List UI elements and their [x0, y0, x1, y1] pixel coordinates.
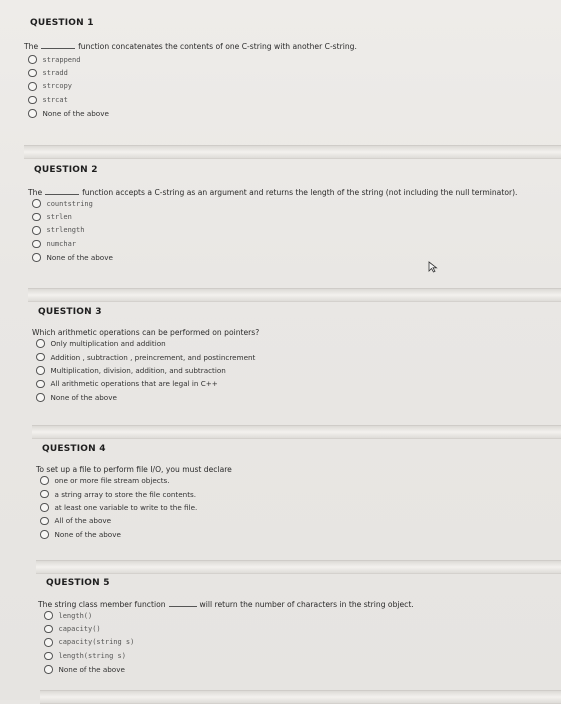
question-1-blank [41, 41, 75, 49]
radio-button[interactable] [36, 366, 45, 375]
question-3-title: QUESTION 3 [38, 307, 102, 317]
question-divider [24, 145, 561, 159]
radio-button[interactable] [44, 611, 53, 620]
question-2-option-3[interactable]: strlength [32, 224, 113, 237]
question-4-option-3[interactable]: at least one variable to write to the file. [40, 501, 197, 514]
question-5-text-before: The string class member function [38, 600, 166, 609]
question-5-blank [169, 599, 197, 607]
question-1-option-2[interactable]: stradd [28, 66, 109, 79]
question-5-option-5[interactable]: None of the above [44, 663, 134, 676]
question-1-option-5[interactable]: None of the above [28, 107, 109, 120]
question-4-option-2[interactable]: a string array to store the file contents. [40, 487, 197, 500]
radio-button[interactable] [32, 253, 41, 262]
question-divider [40, 690, 561, 704]
question-5-options [44, 609, 134, 676]
question-3-option-1[interactable]: Only multiplication and addition [36, 337, 255, 350]
question-3-options [36, 337, 255, 404]
radio-button[interactable] [36, 339, 45, 348]
question-3-option-5[interactable]: None of the above [36, 391, 255, 404]
radio-button[interactable] [32, 213, 41, 222]
question-2-option-2[interactable]: strlen [32, 210, 113, 223]
radio-button[interactable] [44, 625, 53, 634]
question-5-option-4[interactable]: length(string s) [44, 649, 134, 662]
question-4-option-4[interactable]: All of the above [40, 514, 197, 527]
radio-button[interactable] [32, 199, 41, 208]
radio-button[interactable] [40, 503, 49, 512]
question-divider [36, 560, 561, 574]
question-4-text: To set up a file to perform file I/O, you must declare [36, 465, 232, 474]
radio-button[interactable] [28, 55, 37, 64]
question-2-options [32, 197, 113, 264]
question-3-text: Which arithmetic operations can be performed on pointers? [32, 328, 260, 337]
radio-button[interactable] [32, 240, 41, 249]
radio-button[interactable] [28, 109, 37, 118]
mouse-cursor-icon [428, 261, 438, 273]
radio-button[interactable] [44, 638, 53, 647]
question-3-option-2[interactable]: Addition , subtraction , preincrement, and postincrement [36, 350, 255, 363]
question-1-text [24, 41, 357, 51]
radio-button[interactable] [40, 476, 49, 485]
question-5-text-after: will return the number of characters in the string object. [199, 600, 414, 609]
question-1-options [28, 53, 109, 120]
radio-button[interactable] [36, 380, 45, 389]
question-2-text-before: The [28, 188, 43, 197]
radio-button[interactable] [40, 530, 49, 539]
question-1-option-3[interactable]: strcopy [28, 80, 109, 93]
radio-button[interactable] [28, 69, 37, 78]
question-1-text-before: The [24, 42, 39, 51]
question-5-option-1[interactable]: length() [44, 609, 134, 622]
radio-button[interactable] [32, 226, 41, 235]
question-3-option-4[interactable]: All arithmetic operations that are legal in C++ [36, 377, 255, 390]
radio-button[interactable] [44, 652, 53, 661]
question-2-option-5[interactable]: None of the above [32, 251, 113, 264]
question-2-title: QUESTION 2 [34, 165, 98, 175]
question-4-option-5[interactable]: None of the above [40, 528, 197, 541]
question-1-option-4[interactable]: strcat [28, 93, 109, 106]
question-1-text-after: function concatenates the contents of one C-string with another C-string. [78, 42, 357, 51]
question-2-text [28, 187, 517, 197]
question-2-option-4[interactable]: numchar [32, 237, 113, 250]
question-1-title: QUESTION 1 [30, 18, 94, 28]
question-4-title: QUESTION 4 [42, 444, 106, 454]
question-5-title: QUESTION 5 [46, 578, 110, 588]
question-2-option-1[interactable]: countstring [32, 197, 113, 210]
radio-button[interactable] [40, 517, 49, 526]
question-4-option-1[interactable]: one or more file stream objects. [40, 474, 197, 487]
question-2-text-after: function accepts a C-string as an argument and returns the length of the string (not including the null terminator). [82, 188, 518, 197]
radio-button[interactable] [44, 665, 53, 674]
question-5-option-2[interactable]: capacity() [44, 622, 134, 635]
radio-button[interactable] [36, 353, 45, 362]
radio-button[interactable] [36, 393, 45, 402]
question-2-blank [45, 187, 79, 195]
question-1-option-1[interactable]: strappend [28, 53, 109, 66]
question-3-option-3[interactable]: Multiplication, division, addition, and subtraction [36, 364, 255, 377]
question-5-text [38, 599, 414, 609]
question-divider [32, 425, 561, 439]
radio-button[interactable] [28, 82, 37, 91]
radio-button[interactable] [40, 490, 49, 499]
radio-button[interactable] [28, 96, 37, 105]
question-divider [28, 288, 561, 302]
question-5-option-3[interactable]: capacity(string s) [44, 636, 134, 649]
question-4-options [40, 474, 197, 541]
